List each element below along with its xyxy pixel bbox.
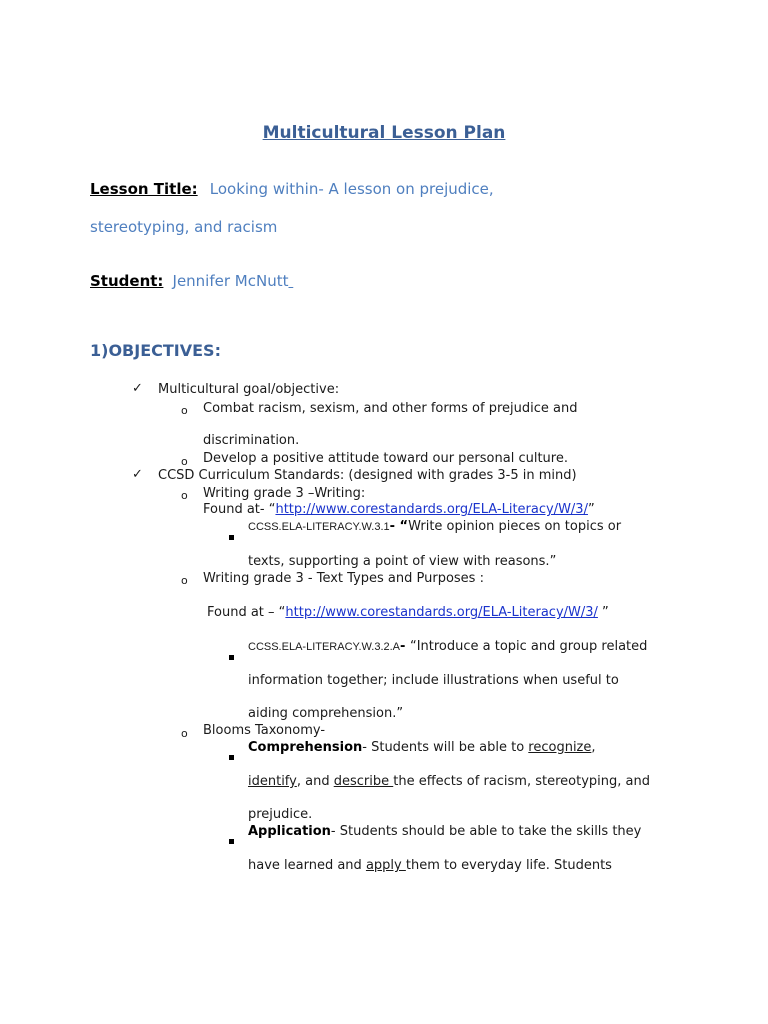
circle-bullet-icon: o (181, 455, 188, 468)
w31-code: CCSS.ELA-LITERACY.W.3.1 (248, 521, 390, 533)
w32a-row (248, 639, 647, 654)
identify-word: identify (248, 774, 297, 789)
square-bullet-icon (229, 829, 234, 848)
square-bullet-icon (229, 745, 234, 764)
comprehension-line3: prejudice. (248, 807, 313, 822)
writing-text-types-item: Writing grade 3 - Text Types and Purposes : (203, 571, 484, 586)
corestandards-link[interactable]: http://www.corestandards.org/ELA-Literacy/W/3/ (285, 605, 598, 620)
goal-a-line2: discrimination. (203, 433, 300, 448)
comprehension-label: Comprehension (248, 740, 363, 755)
application-text: - Students should be able to take the skills they (330, 824, 642, 839)
square-bullet-icon (229, 645, 234, 664)
application-line2 (248, 858, 612, 873)
blooms-item: Blooms Taxonomy- (203, 723, 326, 738)
goal-b: Develop a positive attitude toward our personal culture. (203, 451, 568, 466)
w31-dash: - “ (389, 519, 409, 534)
student-label: Student: (90, 272, 164, 290)
student-name-trailing-underline (288, 272, 293, 290)
objectives-heading: 1)OBJECTIVES: (90, 341, 221, 360)
square-bullet-icon (229, 525, 234, 544)
found-at-close: ” (597, 605, 609, 620)
goal-item: Multicultural goal/objective: (158, 382, 340, 397)
lesson-title-value: Looking within- A lesson on prejudice, (209, 180, 494, 198)
student-name: Jennifer McNutt (172, 272, 289, 290)
w32a-code: CCSS.ELA-LITERACY.W.3.2.A (248, 641, 401, 653)
describe-word: describe (333, 774, 394, 789)
writing-grade3-item: Writing grade 3 –Writing: (203, 486, 366, 501)
ccsd-item: CCSD Curriculum Standards: (designed with grades 3-5 in mind) (158, 468, 577, 483)
w32a-text-line3: aiding comprehension.” (248, 706, 404, 721)
comprehension-rest: the effects of racism, stereotyping, and (393, 774, 650, 789)
found-at-text: Found at – “ (207, 605, 286, 620)
document-title: Multicultural Lesson Plan (262, 123, 506, 143)
circle-bullet-icon: o (181, 404, 188, 417)
checkmark-icon: ✓ (132, 467, 143, 482)
comprehension-line2 (248, 774, 650, 789)
w32a-text: “Introduce a topic and group related (409, 639, 648, 654)
found-at-row-2 (207, 605, 609, 620)
comma: , (591, 740, 596, 755)
student-row (90, 271, 293, 290)
goal-a-line1: Combat racism, sexism, and other forms of prejudice and (203, 401, 578, 416)
w31-row (248, 519, 621, 534)
and-text: , and (296, 774, 334, 789)
found-at-row-1 (203, 502, 595, 517)
lesson-title-value-line2: stereotyping, and racism (90, 218, 278, 236)
w31-text-line2: texts, supporting a point of view with reasons.” (248, 554, 557, 569)
circle-bullet-icon: o (181, 574, 188, 587)
recognize-word: recognize (528, 740, 592, 755)
checkmark-icon: ✓ (132, 381, 143, 396)
apply-word: apply (365, 858, 406, 873)
application-rest: them to everyday life. Students (405, 858, 612, 873)
comprehension-text: - Students will be able to (362, 740, 529, 755)
application-have: have learned and (248, 858, 366, 873)
corestandards-link[interactable]: http://www.corestandards.org/ELA-Literacy/W/3/ (275, 502, 588, 517)
circle-bullet-icon: o (181, 727, 188, 740)
comprehension-row (248, 740, 596, 755)
w31-text: Write opinion pieces on topics or (408, 519, 622, 534)
w32a-dash: - (400, 639, 410, 654)
found-at-text: Found at- “ (203, 502, 276, 517)
lesson-title-label: Lesson Title: (90, 180, 198, 198)
circle-bullet-icon: o (181, 489, 188, 502)
application-row (248, 824, 641, 839)
w32a-text-line2: information together; include illustrations when useful to (248, 673, 619, 688)
found-at-close: ” (587, 502, 595, 517)
application-label: Application (248, 824, 331, 839)
lesson-title-row (90, 179, 494, 198)
